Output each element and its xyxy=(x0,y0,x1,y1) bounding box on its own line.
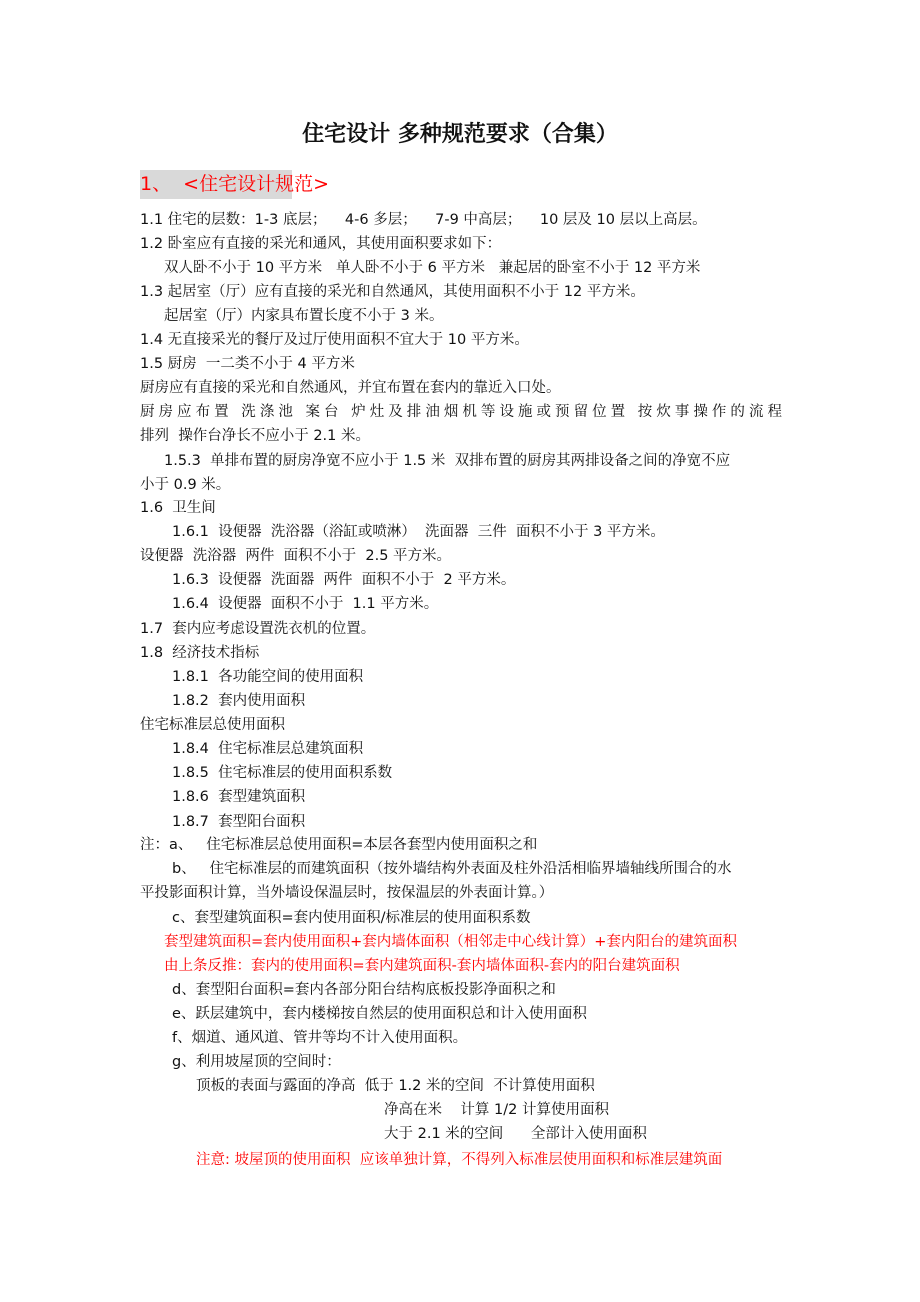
text-line: 厨房应有直接的采光和自然通风，并宜布置在套内的靠近入口处。 xyxy=(140,380,561,396)
note-line: 注：a、 住宅标准层总使用面积=本层各套型内使用面积之和 xyxy=(140,837,538,853)
text-line: 1.8.2 套内使用面积 xyxy=(172,693,306,709)
text-line: 厨房应布置 洗涤池 案台 炉灶及排油烟机等设施或预留位置 按炊事操作的流程 xyxy=(140,404,782,420)
note-line: e、跃层建筑中，套内楼梯按自然层的使用面积总和计入使用面积 xyxy=(172,1006,587,1022)
text-line: 1.8.1 各功能空间的使用面积 xyxy=(172,669,364,685)
text-line: 1.5 厨房 一二类不小于 4 平方米 xyxy=(140,356,355,372)
text-line: 双人卧不小于 10 平方米 单人卧不小于 6 平方米 兼起居的卧室不小于 12 平方米 xyxy=(164,260,701,276)
highlight-note-line: 由上条反推：套内的使用面积=套内建筑面积-套内墙体面积-套内的阳台建筑面积 xyxy=(164,958,680,974)
text-line: 1.1 住宅的层数：1-3 底层； 4-6 多层； 7-9 中高层； 10 层及 10 层以上高层。 xyxy=(140,212,707,228)
text-line: 1.8.7 套型阳台面积 xyxy=(172,814,306,830)
text-line: 1.8.6 套型建筑面积 xyxy=(172,789,306,805)
text-line: 1.8.5 住宅标准层的使用面积系数 xyxy=(172,765,393,781)
document-title: 住宅设计 多种规范要求（合集） xyxy=(302,122,618,147)
text-line: 1.5.3 单排布置的厨房净宽不应小于 1.5 米 双排布置的厨房其两排设备之间的净宽不应 xyxy=(164,453,731,469)
note-line: d、套型阳台面积=套内各部分阳台结构底板投影净面积之和 xyxy=(172,982,556,998)
text-line: 小于 0.9 米。 xyxy=(140,477,231,493)
note-line: f、烟道、通风道、管井等均不计入使用面积。 xyxy=(172,1030,468,1046)
note-line: 净高在米 计算 1/2 计算使用面积 xyxy=(384,1102,609,1118)
text-line: 1.8 经济技术指标 xyxy=(140,645,260,661)
note-line: 顶板的表面与露面的净高 低于 1.2 米的空间 不计算使用面积 xyxy=(196,1078,595,1094)
text-line: 设便器 洗浴器 两件 面积不小于 2.5 平方米。 xyxy=(140,548,452,564)
text-line: 1.7 套内应考虑设置洗衣机的位置。 xyxy=(140,621,376,637)
text-line: 1.8.4 住宅标准层总建筑面积 xyxy=(172,741,364,757)
highlight-note-line: 套型建筑面积=套内使用面积+套内墙体面积（相邻走中心线计算）+套内阳台的建筑面积 xyxy=(164,934,737,950)
note-line: g、利用坡屋顶的空间时： xyxy=(172,1054,341,1070)
text-line: 1.6.1 设便器 洗浴器（浴缸或喷淋） 洗面器 三件 面积不小于 3 平方米。 xyxy=(172,524,665,540)
text-line: 1.6.3 设便器 洗面器 两件 面积不小于 2 平方米。 xyxy=(172,572,516,588)
warning-note-line: 注意: 坡屋顶的使用面积 应该单独计算，不得列入标准层使用面积和标准层建筑面 xyxy=(196,1152,723,1168)
note-line: b、 住宅标准层的而建筑面积（按外墙结构外表面及柱外沿活相临界墙轴线所围合的水 xyxy=(172,861,732,877)
text-line: 住宅标准层总使用面积 xyxy=(140,717,285,733)
text-line: 1.6 卫生间 xyxy=(140,500,216,516)
text-line: 起居室（厅）内家具布置长度不小于 3 米。 xyxy=(164,308,444,324)
section-heading: 1、 <住宅设计规范> xyxy=(140,170,292,199)
text-line: 1.6.4 设便器 面积不小于 1.1 平方米。 xyxy=(172,596,439,612)
note-line: 大于 2.1 米的空间 全部计入使用面积 xyxy=(384,1126,647,1142)
note-line: c、套型建筑面积=套内使用面积/标准层的使用面积系数 xyxy=(172,910,531,926)
text-line: 1.3 起居室（厅）应有直接的采光和自然通风，其使用面积不小于 12 平方米。 xyxy=(140,284,645,300)
text-line: 排列 操作台净长不应小于 2.1 米。 xyxy=(140,428,370,444)
note-line: 平投影面积计算，当外墙设保温层时，按保温层的外表面计算。） xyxy=(140,885,554,901)
text-line: 1.4 无直接采光的餐厅及过厅使用面积不宜大于 10 平方米。 xyxy=(140,332,529,348)
text-line: 1.2 卧室应有直接的采光和通风，其使用面积要求如下： xyxy=(140,236,502,252)
